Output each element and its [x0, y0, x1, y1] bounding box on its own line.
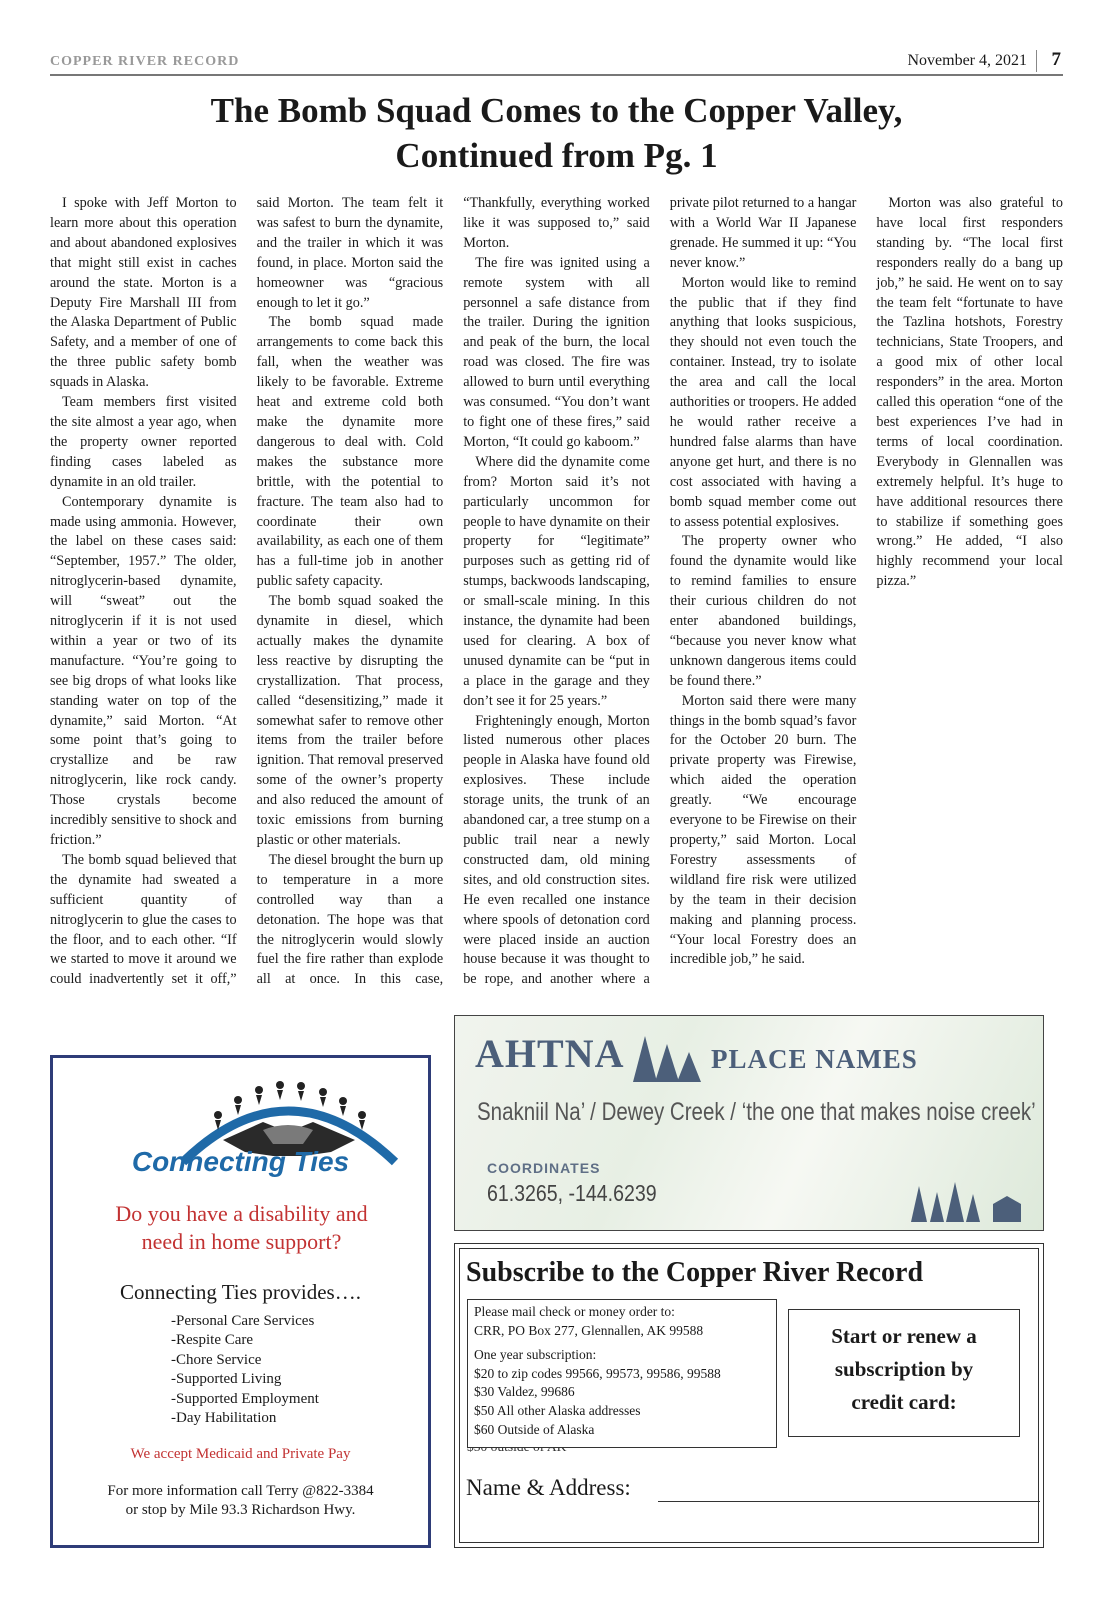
- service-item: -Supported Living: [171, 1371, 282, 1388]
- ties-contact-line-1: For more information call Terry @822-3384: [107, 1483, 374, 1499]
- name-address-label: Name & Address:: [466, 1475, 631, 1500]
- article-paragraph: Morton said there were many things in the bomb squad’s favor for the October 20 burn. The private property was Firewise, which aided the operation greatly. “We encourage everyone to be Firewise on their property,” said Morton. Local Forestry assessments of wildland fire risk were utilized by the team in their decision making and planning process. “Your local Forestry does an incredible job,” he said.: [669, 692, 857, 968]
- mail-order-info: [467, 1299, 777, 1448]
- rate-item: $60 Outside of Alaska: [474, 1421, 595, 1437]
- ties-payment-note: We accept Medicaid and Private Pay: [130, 1446, 351, 1462]
- article-body: [50, 194, 1063, 994]
- ties-services-list: [171, 1312, 319, 1428]
- name-address-line: [658, 1501, 1040, 1502]
- article-paragraph: The bomb squad believed that the dynamite had sweated a sufficient quantity of nitroglycerin to glue the cases to the floor, and to each other. “If we started to move it around we could inadvertently set it off,” said Morton. The team felt it was safest to burn the dynamite, and the trailer in which it was found, in place. Morton said the homeowner was “gracious enough to let it go.”: [50, 195, 444, 988]
- handshake-logo-icon: [163, 1070, 413, 1200]
- headline-line-1: The Bomb Squad Comes to the Copper Valley,: [210, 91, 903, 130]
- article-paragraph: The fire was ignited using a remote system with all personnel a safe distance from the trailer. During the ignition and peak of the burn, the local road was closed. The fire was allowed to burn until everything was consumed. “You don’t want to fight one of these fires,” said Morton, “It could go kaboom.”: [463, 254, 650, 450]
- issue-date: November 4, 2021: [907, 52, 1027, 69]
- ahtna-place-names-ad: [454, 1015, 1044, 1231]
- ties-question-line-2: need in home support?: [141, 1229, 342, 1254]
- article-paragraph: Team members first visited the site almost a year ago, when the property owner reported finding cases labeled as dynamite in an old trailer.: [50, 394, 237, 490]
- ties-contact: [53, 1482, 428, 1520]
- mail-line: CRR, PO Box 277, Glennallen, AK 99588: [474, 1322, 704, 1338]
- cabin-trees-icon: [909, 1178, 1029, 1222]
- coordinates-value: 61.3265, -144.6239: [487, 1180, 657, 1206]
- service-item: -Day Habilitation: [171, 1410, 277, 1427]
- article-paragraph: The diesel brought the burn up to temperature in a more controlled way than a detonation. The hope was that the nitroglycerin would slowly fuel the fire rather than explode all at once. In this case, “Thankfully, everything worked like it was supposed to,” said Morton.: [256, 195, 650, 988]
- headline-line-2: Continued from Pg. 1: [395, 136, 718, 175]
- ties-question-line-1: Do you have a disability and: [115, 1201, 368, 1226]
- subscription-title: Subscribe to the Copper River Record: [466, 1257, 924, 1288]
- card-line: subscription by: [834, 1357, 974, 1381]
- page-number: 7: [1051, 49, 1061, 70]
- connecting-ties-brand: Connecting Ties: [131, 1146, 350, 1177]
- article-paragraph: Contemporary dynamite is made using ammonia. However, the label on these cases said: “September, 1957.” The older, nitroglycerin-based dynamite, will “sweat” out the nitroglycerin if it is not used within a year or two of its manufacture. “You’re going to see big drops of what looks like standing water on top of the dynamite,” said Morton. “At some point that’s going to crystallize and be raw nitroglycerin, like rock candy. Those crystals become incredibly sensitive to shock and friction.”: [50, 493, 237, 848]
- place-names-heading: PLACE NAMES: [711, 1044, 918, 1074]
- article-paragraph: Morton was also grateful to have local first responders standing by. “The local first responders really do a bang up job,” he said. He went on to say the team felt “fortunate to have the Tazlina hotshots, Forestry technicians, State Troopers, and a good mix of other local responders” in the area. Morton called this operation “one of the best experiences I’ve had in terms of local coordination. Everybody in Glennallen was extremely helpful. It’s huge to have additional resources there to stabilize if something goes wrong.” He added, “I also highly recommend your local pizza.”: [876, 195, 1063, 590]
- paper-name: COPPER RIVER RECORD: [50, 54, 240, 69]
- article-paragraph: Frighteningly enough, Morton listed numerous other places people in Alaska have found old explosives. These include storage units, the trunk of an abandoned car, a tree stump on a public trail near a newly constructed dam, old mining sites, and old construction sites. He even recalled one instance where spools of detonation cord were placed inside an auction house because it was thought to be rope, and another where a private pilot returned to a hangar with a World War II Japanese grenade. He summed it up: “You never know.”: [463, 195, 857, 988]
- article-paragraph: I spoke with Jeff Morton to learn more about this operation and about abandoned explosives that might still exist in caches around the state. Morton is a Deputy Fire Marshall III from the Alaska Department of Public Safety, and a member of one of the three public safety bomb squads in Alaska.: [50, 195, 237, 391]
- connecting-ties-ad: [50, 1055, 431, 1548]
- service-item: -Chore Service: [171, 1351, 262, 1368]
- subscription-frame: [459, 1248, 1039, 1543]
- article-paragraph: The bomb squad soaked the dynamite in diesel, which actually makes the dynamite less reactive by disrupting the crystallization. That process, called “desensitizing,” made it somewhat safer to remove other items from the trailer before ignition. That removal preserved some of the owner’s property and also reduced the amount of toxic emissions from burning plastic or other materials.: [256, 593, 444, 848]
- article-paragraph: Where did the dynamite come from? Morton said it’s not particularly uncommon for people to have dynamite on their property for “legitimate” purposes such as getting rid of stumps, backwoods landscaping, or small-scale mining. In this instance, the dynamite had been used for clearing. A box of unused dynamite can be “put in a place in the garage and they don’t see it for 25 years.”: [463, 453, 650, 709]
- article-headline: [50, 88, 1063, 178]
- ahtna-word: AHTNA: [475, 1031, 625, 1076]
- ties-contact-line-2: or stop by Mile 93.3 Richardson Hwy.: [125, 1502, 356, 1518]
- service-item: -Supported Employment: [171, 1390, 319, 1407]
- article-paragraph: Morton would like to remind the public that if they find anything that looks suspicious, they should not even touch the container. Instead, try to isolate the area and call the local authorities or troopers. He added he would rather receive a hundred false alarms than have anyone get hurt, and there is no cost associated with having a bomb squad member come out to assess potential explosives.: [669, 274, 857, 530]
- card-line: credit card:: [851, 1390, 957, 1414]
- pine-trees-icon: [627, 1034, 707, 1084]
- service-item: -Personal Care Services: [171, 1313, 315, 1329]
- credit-card-box: [788, 1309, 1020, 1437]
- subscription-ad: [454, 1243, 1044, 1548]
- rate-item: $30 Valdez, 99686: [474, 1384, 575, 1400]
- ties-provides-heading: Connecting Ties provides….: [120, 1280, 361, 1304]
- article-paragraph: The bomb squad made arrangements to come back this fall, when the weather was likely to be favorable. Extreme heat and extreme cold both make the dynamite more dangerous to deal with. Cold makes the substance more brittle, with the potential to fracture. The team also had to coordinate their own availability, as each one of them has a full-time job in another public safety capacity.: [256, 314, 444, 590]
- place-name-line: Snakniil Na’ / Dewey Creek / ‘the one that makes noise creek’: [477, 1098, 1036, 1126]
- rate-item: $50 All other Alaska addresses: [474, 1402, 641, 1418]
- mail-line: Please mail check or money order to:: [474, 1304, 675, 1319]
- card-line: Start or renew a: [831, 1324, 977, 1348]
- service-item: -Respite Care: [171, 1332, 254, 1349]
- rate-item: $20 to zip codes 99566, 99573, 99586, 99588: [474, 1365, 721, 1381]
- ties-question: [73, 1200, 410, 1256]
- header-divider: [1036, 50, 1037, 72]
- coordinates-label: COORDINATES: [487, 1160, 601, 1176]
- article-paragraph: The property owner who found the dynamite would like to remind families to ensure their curious children do not enter abandoned buildings, “because you never know what unknown dangerous items could be found there.”: [669, 533, 857, 689]
- one-year-label: One year subscription:: [474, 1347, 597, 1363]
- page-header: [50, 49, 1063, 76]
